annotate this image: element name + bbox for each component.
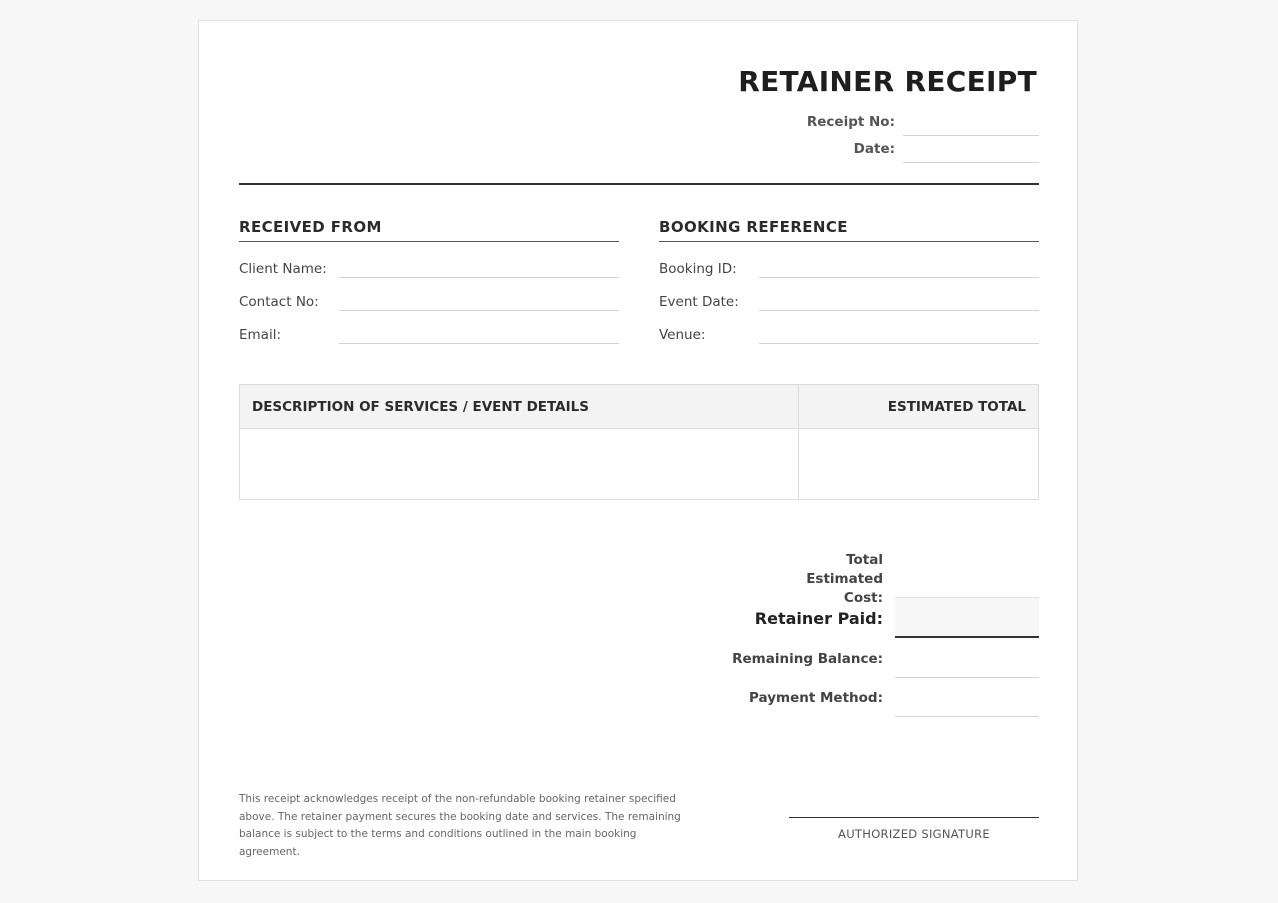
payment-method-label: Payment Method: [748,690,883,706]
retainer-paid-field[interactable] [895,597,1039,638]
receipt-no-label: Receipt No: [806,114,895,130]
client-name-field[interactable] [339,277,619,278]
client-name-label: Client Name: [239,261,327,277]
services-table [239,384,1039,500]
terms-note: This receipt acknowledges receipt of the non-refundable booking retainer specified above. The retainer payment secures the booking date and services. The remaining balance is subject to the terms and conditions outlined in the main booking agreement. [239,793,681,858]
received-from-heading: RECEIVED FROM [239,218,382,236]
description-cell[interactable] [240,429,798,499]
remaining-balance-field[interactable] [895,677,1039,678]
signature-label: AUTHORIZED SIGNATURE [838,827,990,841]
contact-no-label: Contact No: [239,294,319,310]
date-label: Date: [853,141,895,157]
venue-label: Venue: [659,327,706,343]
document-title: RETAINER RECEIPT [738,65,1037,98]
payment-method-field[interactable] [895,716,1039,717]
receipt-page [198,20,1078,881]
venue-field[interactable] [759,343,1039,344]
header-divider [239,183,1039,185]
estimated-total-cell[interactable] [799,429,1038,499]
event-date-label: Event Date: [659,294,739,310]
event-date-field[interactable] [759,310,1039,311]
date-field[interactable] [903,162,1039,163]
column-header-description: DESCRIPTION OF SERVICES / EVENT DETAILS [252,399,589,415]
total-estimated-cost-field[interactable] [895,551,1039,589]
booking-reference-divider [659,241,1039,242]
retainer-paid-label: Retainer Paid: [754,609,883,628]
received-from-divider [239,241,619,242]
contact-no-field[interactable] [339,310,619,311]
booking-id-field[interactable] [759,277,1039,278]
column-header-estimated-total: ESTIMATED TOTAL [887,399,1026,415]
booking-reference-heading: BOOKING REFERENCE [659,218,848,236]
booking-id-label: Booking ID: [659,261,737,277]
remaining-balance-label: Remaining Balance: [732,651,883,667]
total-estimated-cost-label: Total Estimated Cost: [806,552,883,606]
receipt-no-field[interactable] [903,135,1039,136]
email-field[interactable] [339,343,619,344]
email-label: Email: [239,327,282,343]
signature-line[interactable] [789,817,1039,818]
